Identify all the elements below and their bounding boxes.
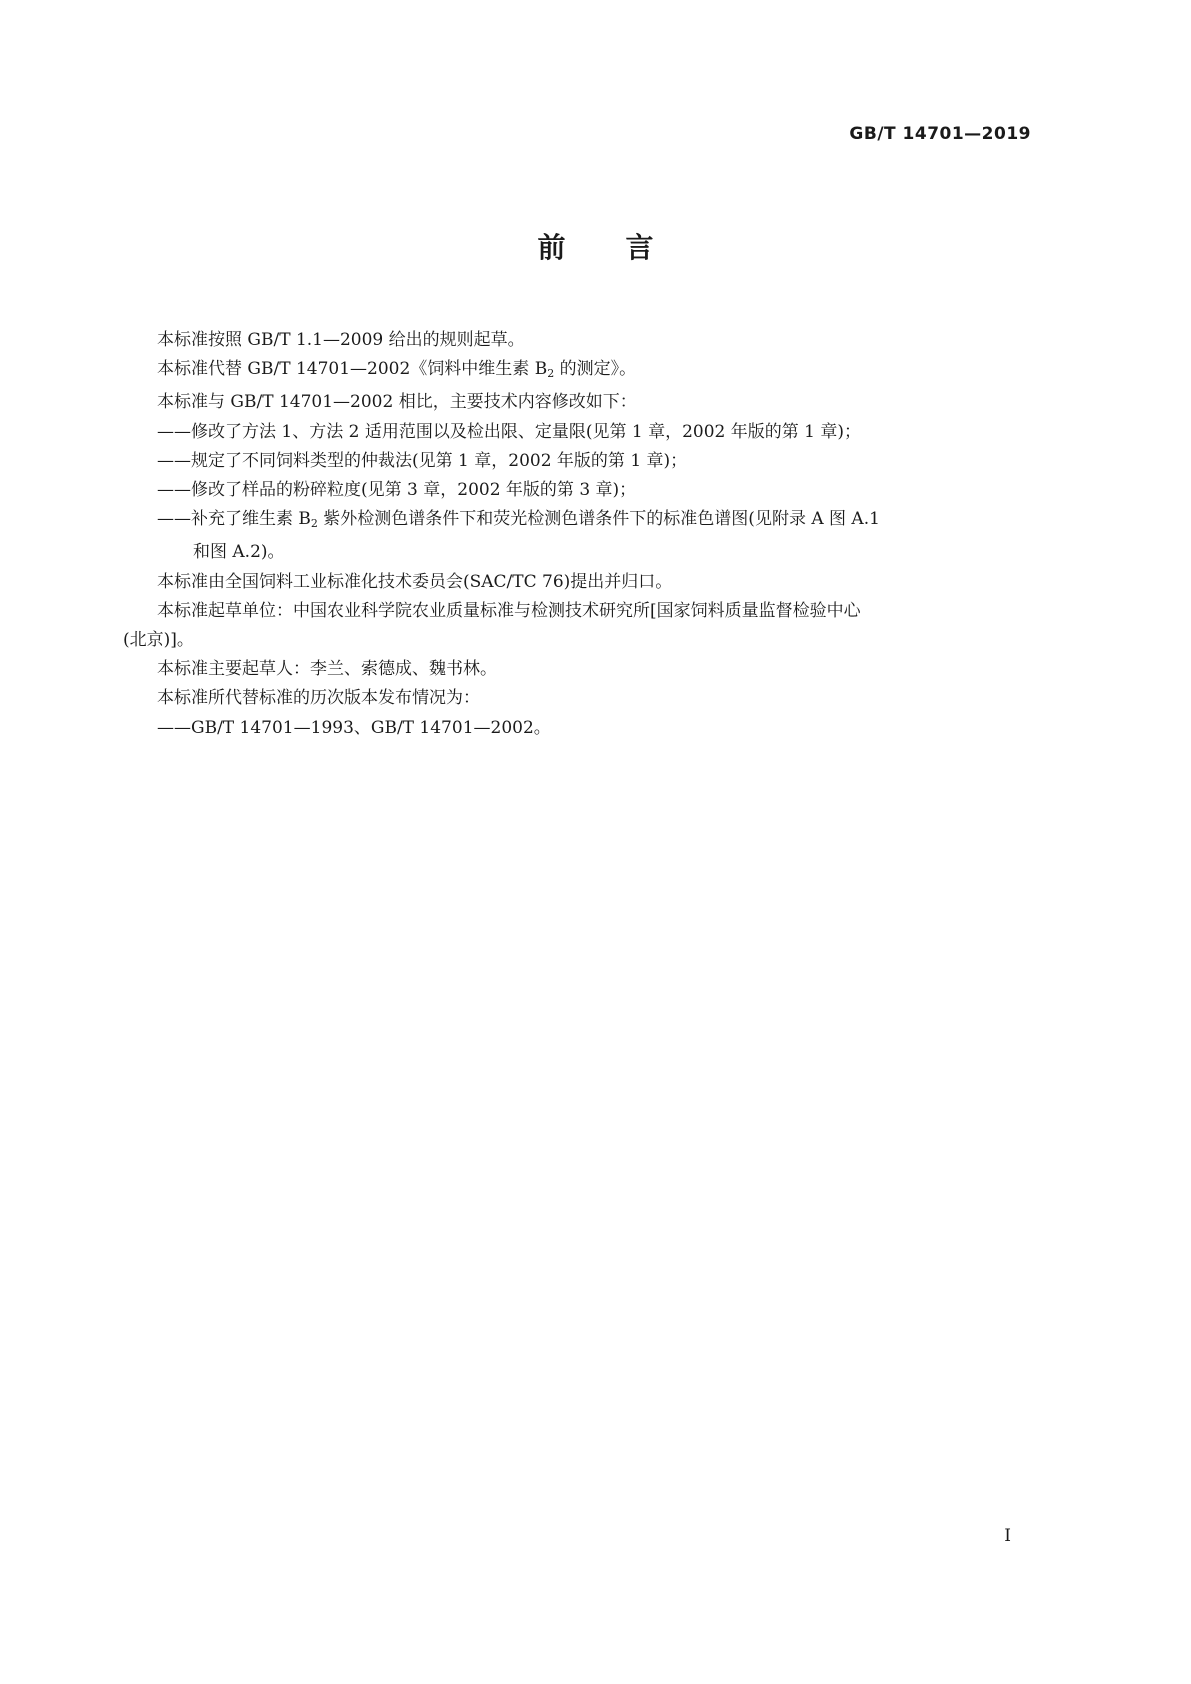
paragraph-drafting-unit [123,597,1068,626]
page-title: 前言 [537,231,714,264]
paragraph-previous-editions: 本标准所代替标准的历次版本发布情况为： [157,688,480,709]
paragraph-drafting-rules: 本标准按照 GB/T 1.1—2009 给出的规则起草。 [157,330,525,350]
paragraph-replaces [123,355,1068,388]
subscript: 2 [310,517,318,531]
page-number: I [1004,1526,1011,1546]
list-item-change-1: ——修改了方法 1、方法 2 适用范围以及检出限、定量限(见第 1 章，2002 年版的第 1 章)； [157,421,862,442]
list-item-change-3: ——修改了样品的粉碎粒度(见第 3 章，2002 年版的第 3 章)； [157,480,637,501]
paragraph-replaces-text: 本标准代替 GB/T 14701—2002《饲料中维生素 B [157,359,548,380]
paragraph-replaces-text-end: 的测定》。 [554,359,637,380]
paragraph-drafting-unit-line2: (北京)]。 [123,630,194,651]
standard-code: GB/T 14701—2019 [849,124,1031,144]
list-item-change-4-text [157,509,880,529]
list-item-change-4-end: 紫外检测色谱条件下和荧光检测色谱条件下的标准色谱图(见附录 A 图 A.1 [317,509,880,530]
paragraph-drafters: 本标准主要起草人：李兰、索德成、魏书林。 [157,659,497,680]
list-item-change-4 [123,505,1068,567]
paragraph-drafting-unit-line1: 本标准起草单位：中国农业科学院农业质量标准与检测技术研究所[国家饲料质量监督检验中心 [157,600,861,621]
list-item-change-2: ——规定了不同饲料类型的仲裁法(见第 1 章，2002 年版的第 1 章)； [157,450,688,471]
list-item-change-4-continuation: 和图 A.2)。 [193,542,285,563]
list-item-change-4-start: ——补充了维生素 B [157,509,311,530]
paragraph-changes-intro: 本标准与 GB/T 14701—2002 相比，主要技术内容修改如下： [157,392,637,413]
list-item-previous-editions: ——GB/T 14701—1993、GB/T 14701—2002。 [157,717,551,738]
subscript: 2 [547,367,555,381]
foreword-body [123,326,1068,743]
paragraph-proposed-by: 本标准由全国饲料工业标准化技术委员会(SAC/TC 76)提出并归口。 [157,571,673,592]
